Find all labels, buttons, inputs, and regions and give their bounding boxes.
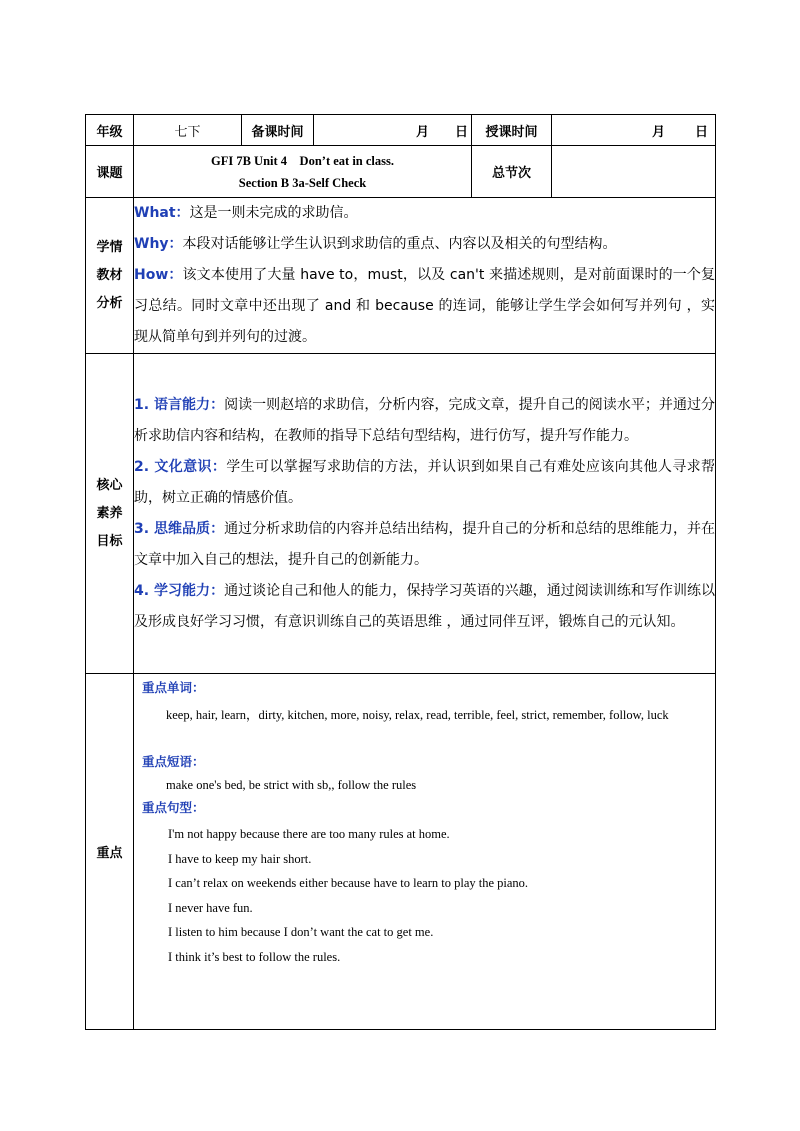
key-sentence: I never have fun. xyxy=(168,900,253,915)
competence-keyword: 3. 思维品质： xyxy=(134,520,225,537)
how-paragraph xyxy=(134,260,715,353)
key-words-text: keep, hair, learn，dirty, kitchen, more, noisy, relax, read, terrible, feel, strict, remember, follow, luck xyxy=(166,708,669,722)
topic-line-2: Section B 3a-Self Check xyxy=(238,175,367,190)
key-points-row xyxy=(86,674,716,1030)
key-sentence: I listen to him because I don’t want the cat to get me. xyxy=(168,925,434,939)
how-text: 该文本使用了大量 have to，must，以及 can't 来描述规则，是对前面课时的一个复习总结。同时文章中还出现了 and 和 because 的连词，能够让学生学会如何写并列句 ，实现从简单句到并列句的过渡。 xyxy=(134,267,715,345)
key-sentences-list xyxy=(142,822,711,969)
what-paragraph xyxy=(134,198,715,229)
key-sentence: I have to keep my hair short. xyxy=(168,851,312,866)
why-text: 本段对话能够让学生认识到求助信的重点、内容以及相关的句型结构。 xyxy=(182,236,617,252)
teach-month: 月 xyxy=(652,124,666,140)
competence-row xyxy=(86,354,716,674)
prep-day: 日 xyxy=(455,124,469,140)
competence-keyword: 4. 学习能力： xyxy=(134,582,225,599)
topic-row xyxy=(86,146,716,198)
competence-label xyxy=(86,354,134,674)
key-sentence: I can’t relax on weekends either because have to learn to play the piano. xyxy=(168,876,529,890)
lesson-plan-table xyxy=(85,114,716,1030)
grade-value: 七下 xyxy=(134,115,242,146)
topic-title xyxy=(134,146,472,198)
key-sentences-heading: 重点句型： xyxy=(142,800,205,815)
what-keyword: What： xyxy=(134,205,190,221)
competence-text: 通过分析求助信的内容并总结出结构，提升自己的分析和总结的思维能力，并在文章中加入自己的想法，提升自己的创新能力。 xyxy=(134,520,715,568)
prep-month: 月 xyxy=(416,124,430,140)
prep-time-label: 备课时间 xyxy=(242,115,314,146)
key-words-heading: 重点单词： xyxy=(142,680,205,695)
analysis-label-line: 学情 xyxy=(96,239,123,255)
teach-time-value xyxy=(552,115,716,146)
key-phrases-heading: 重点短语： xyxy=(142,754,205,769)
competence-keyword: 2. 文化意识： xyxy=(134,458,227,475)
competence-text: 阅读一则赵培的求助信，分析内容，完成文章，提升自己的阅读水平；并通过分析求助信内容和结构，在教师的指导下总结句型结构，进行仿写，提升写作能力。 xyxy=(134,396,715,444)
key-phrases-text: make one's bed, be strict with sb,, follow the rules xyxy=(166,778,417,792)
teach-time-label: 授课时间 xyxy=(472,115,552,146)
key-sentence: I think it’s best to follow the rules. xyxy=(168,949,341,964)
key-sentence: I'm not happy because there are too many rules at home. xyxy=(168,827,450,841)
analysis-content xyxy=(134,198,716,354)
analysis-row xyxy=(86,198,716,354)
competence-label-line: 核心 xyxy=(96,477,123,493)
how-keyword: How： xyxy=(134,267,183,283)
analysis-label-line: 教材 xyxy=(96,267,123,283)
analysis-label xyxy=(86,198,134,354)
competence-item xyxy=(134,390,715,452)
total-sessions-label: 总节次 xyxy=(472,146,552,198)
why-keyword: Why： xyxy=(134,236,183,252)
topic-label: 课题 xyxy=(86,146,134,198)
key-points-content xyxy=(134,674,716,1030)
competence-text: 学生可以掌握写求助信的方法，并认识到如果自己有难处应该向其他人寻求帮助，树立正确的情感价值。 xyxy=(134,458,716,506)
competence-label-line: 素养 xyxy=(96,505,123,521)
grade-label: 年级 xyxy=(86,115,134,146)
what-text: 这是一则未完成的求助信。 xyxy=(189,205,358,221)
total-sessions-value xyxy=(552,146,716,198)
competence-keyword: 1. 语言能力： xyxy=(134,396,225,413)
competence-item xyxy=(134,514,715,576)
competence-item xyxy=(134,452,715,514)
header-row xyxy=(86,115,716,146)
prep-time-value xyxy=(314,115,472,146)
teach-day: 日 xyxy=(695,124,709,140)
key-points-label: 重点 xyxy=(86,674,134,1030)
topic-line-1: GFI 7B Unit 4 Don’t eat in class. xyxy=(211,153,394,168)
competence-content xyxy=(134,354,716,674)
why-paragraph xyxy=(134,229,715,260)
competence-text: 通过谈论自己和他人的能力，保持学习英语的兴趣，通过阅读训练和写作训练以及形成良好学习习惯，有意识训练自己的英语思维 ，通过同伴互评，锻炼自己的元认知。 xyxy=(134,582,715,630)
competence-item xyxy=(134,576,715,638)
analysis-label-line: 分析 xyxy=(96,295,123,311)
competence-label-line: 目标 xyxy=(96,533,123,549)
